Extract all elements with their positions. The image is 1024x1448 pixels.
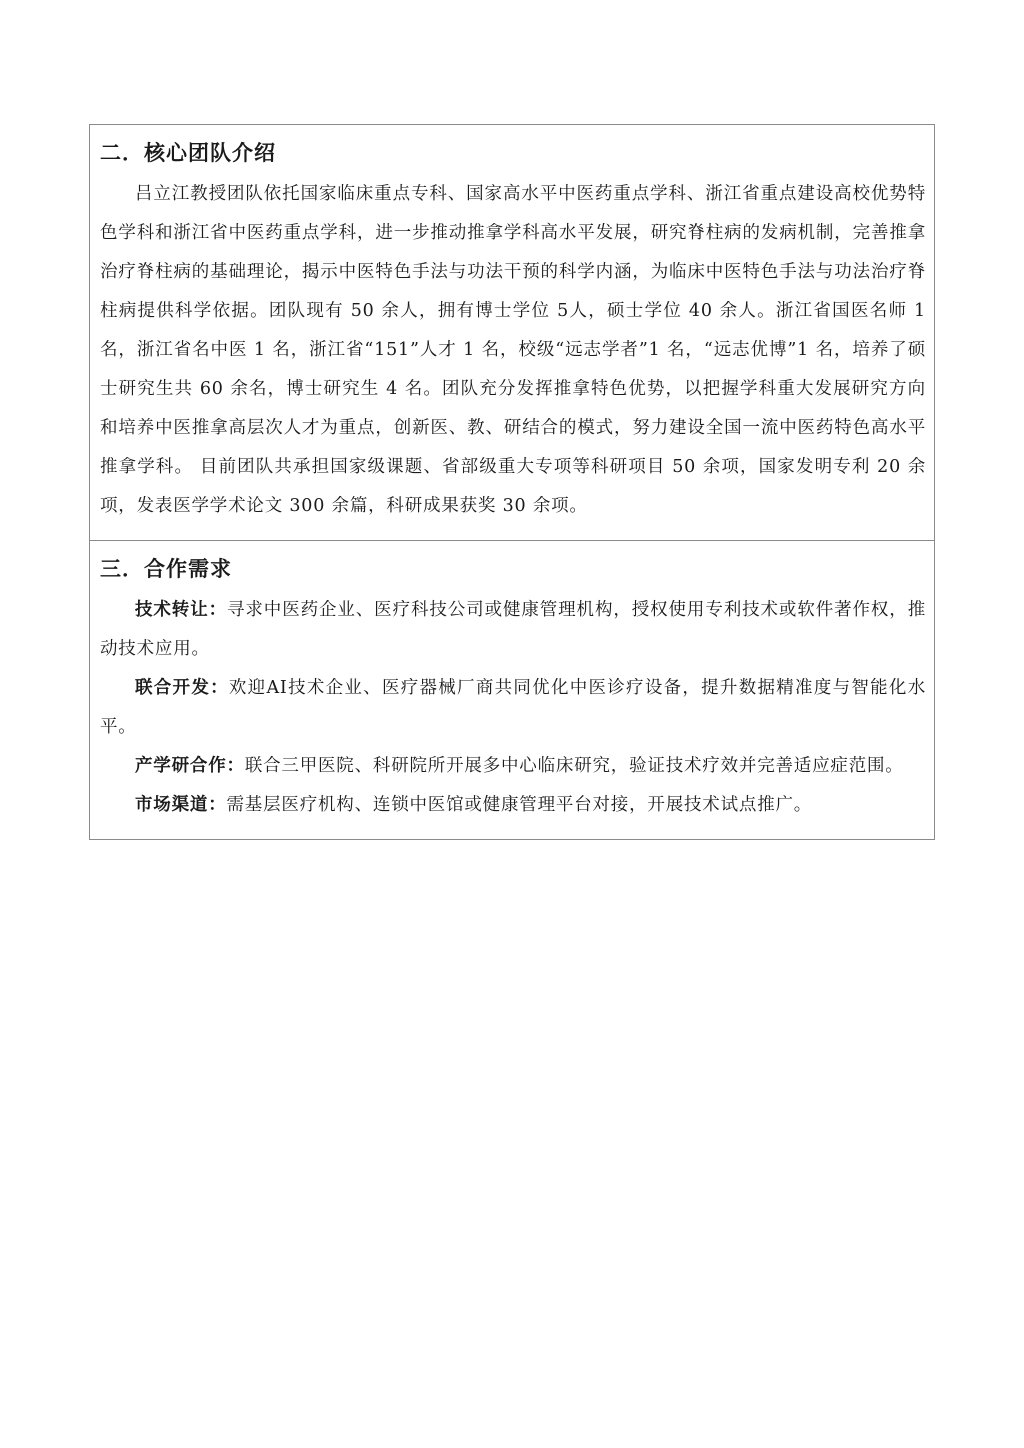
cooperation-section [90, 540, 934, 839]
team-section-title: 二．核心团队介绍 [100, 141, 276, 165]
team-paragraph: 吕立江教授团队依托国家临床重点专科、国家高水平中医药重点学科、浙江省重点建设高校优势特色学科和浙江省中医药重点学科，进一步推动推拿学科高水平发展，研究脊柱病的发病机制，完善推拿治疗脊柱病的基础理论，揭示中医特色手法与功法干预的科学内涵，为临床中医特色手法与功法治疗脊柱病提供科学依据。团队现有 50 余人，拥有博士学位 5人，硕士学位 40 余人。浙江省国医名师 1 名，浙江省名中医 1 名，浙江省“151”人才 1 名，校级“远志学者”1 名，“远志优博”1 名，培养了硕士研究生共 60 余名，博士研究生 4 名。团队充分发挥推拿特色优势，以把握学科重大发展研究方向和培养中医推拿高层次人才为重点，创新医、教、研结合的模式，努力建设全国一流中医药特色高水平推拿学科。 目前团队共承担国家级课题、省部级重大专项等科研项目 50 余项，国家发明专利 20 余项，发表医学学术论文 300 余篇，科研成果获奖 30 余项。 [100, 184, 926, 516]
demand-item [100, 591, 926, 669]
document-table [89, 124, 935, 840]
demand-item [100, 786, 926, 825]
cooperation-section-title: 三．合作需求 [100, 557, 232, 581]
demand-text: 寻求中医药企业、医疗科技公司或健康管理机构，授权使用专利技术或软件著作权，推动技术应用。 [100, 600, 927, 659]
demand-text: 需基层医疗机构、连锁中医馆或健康管理平台对接，开展技术试点推广。 [226, 795, 813, 815]
demand-label: 联合开发： [135, 678, 229, 698]
demand-item [100, 747, 926, 786]
demand-text: 联合三甲医院、科研院所开展多中心临床研究，验证技术疗效并完善适应症范围。 [244, 756, 904, 776]
demand-text: 欢迎AI技术企业、医疗器械厂商共同优化中医诊疗设备，提升数据精准度与智能化水平。 [100, 678, 927, 737]
demand-label: 产学研合作： [135, 756, 245, 776]
team-section [90, 125, 934, 540]
demand-label: 技术转让： [135, 600, 227, 620]
demand-label: 市场渠道： [135, 795, 227, 815]
demand-item [100, 669, 926, 747]
